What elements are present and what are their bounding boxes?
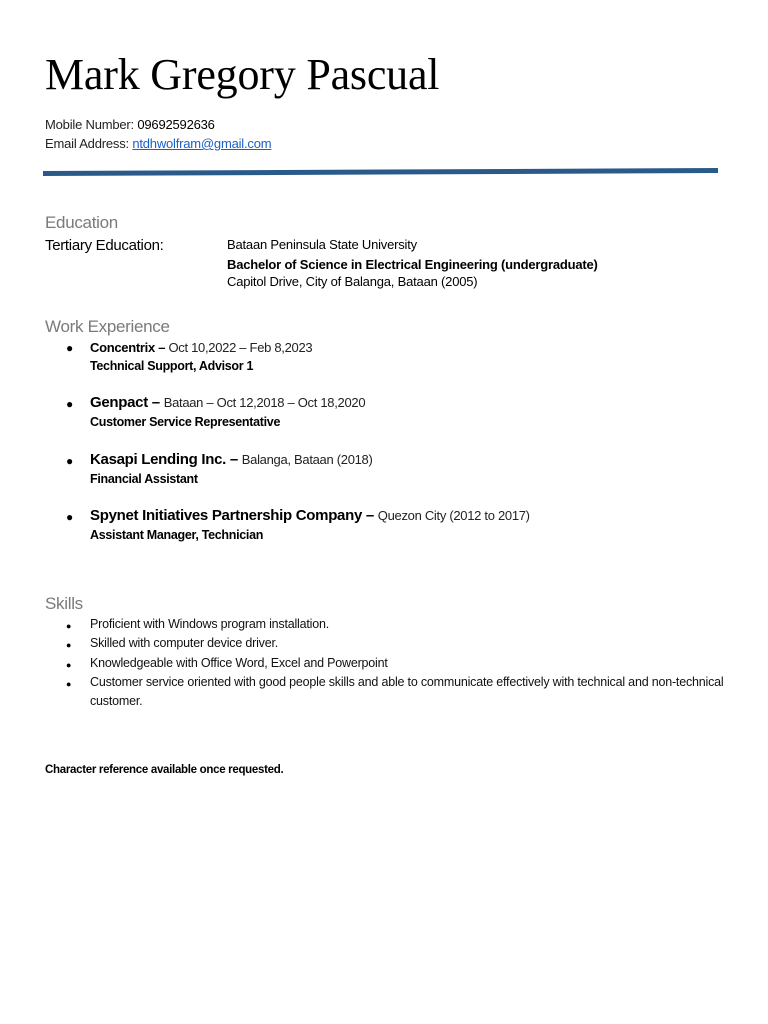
- skill-item: Knowledgeable with Office Word, Excel and Powerpoint: [90, 656, 388, 670]
- skill-item: Proficient with Windows program installation.: [90, 617, 330, 631]
- bullet-icon: ●: [66, 640, 72, 650]
- tertiary-education-label: Tertiary Education:: [45, 237, 164, 254]
- job-role: Customer Service Representative: [90, 415, 281, 429]
- job-role: Assistant Manager, Technician: [90, 528, 264, 542]
- skill-item: Skilled with computer device driver.: [90, 636, 279, 650]
- degree: Bachelor of Science in Electrical Engineering (undergraduate): [227, 257, 598, 272]
- job-detail: Quezon City (2012 to 2017): [377, 508, 530, 523]
- job-detail: Oct 10,2022 – Feb 8,2023: [168, 340, 313, 355]
- job-separator: –: [147, 394, 164, 411]
- bullet-icon: ●: [66, 397, 74, 411]
- school-name: Bataan Peninsula State University: [227, 237, 417, 252]
- skill-item: Customer service oriented with good people skills and able to communicate effectively with technical and non-technical customer.: [90, 675, 724, 708]
- applicant-name: Mark Gregory Pascual: [45, 50, 440, 99]
- job-header: [90, 339, 312, 357]
- job-header: [90, 451, 373, 469]
- school-address: Capitol Drive, City of Balanga, Bataan (2005): [227, 274, 478, 289]
- bullet-icon: ●: [66, 660, 72, 670]
- email-label: Email Address:: [45, 136, 133, 151]
- bullet-icon: ●: [66, 679, 72, 689]
- mobile-line: [45, 117, 215, 133]
- job-company: Genpact: [90, 394, 148, 411]
- mobile-label: Mobile Number:: [45, 117, 138, 132]
- job-separator: –: [362, 507, 378, 524]
- job-header: [90, 507, 530, 525]
- job-role: Financial Assistant: [90, 472, 198, 486]
- job-detail: Bataan – Oct 12,2018 – Oct 18,2020: [163, 395, 366, 410]
- job-header: [90, 394, 365, 412]
- bullet-icon: ●: [66, 341, 74, 355]
- mobile-number: 09692592636: [137, 117, 215, 132]
- job-separator: –: [154, 340, 169, 355]
- header-divider: [43, 168, 718, 176]
- email-line: [45, 136, 271, 152]
- character-reference-note: Character reference available once requested.: [45, 764, 284, 776]
- job-separator: –: [226, 451, 242, 468]
- work-experience-heading: Work Experience: [45, 317, 170, 336]
- job-company: Concentrix: [90, 340, 155, 355]
- job-detail: Balanga, Bataan (2018): [241, 452, 373, 467]
- job-company: Spynet Initiatives Partnership Company: [90, 507, 363, 524]
- bullet-icon: ●: [66, 454, 74, 468]
- email-link[interactable]: ntdhwolfram@gmail.com: [132, 136, 272, 151]
- skills-heading: Skills: [45, 594, 83, 613]
- bullet-icon: ●: [66, 510, 74, 524]
- bullet-icon: ●: [66, 621, 72, 631]
- job-role: Technical Support, Advisor 1: [90, 359, 254, 373]
- job-company: Kasapi Lending Inc.: [90, 451, 226, 468]
- education-heading: Education: [45, 213, 118, 232]
